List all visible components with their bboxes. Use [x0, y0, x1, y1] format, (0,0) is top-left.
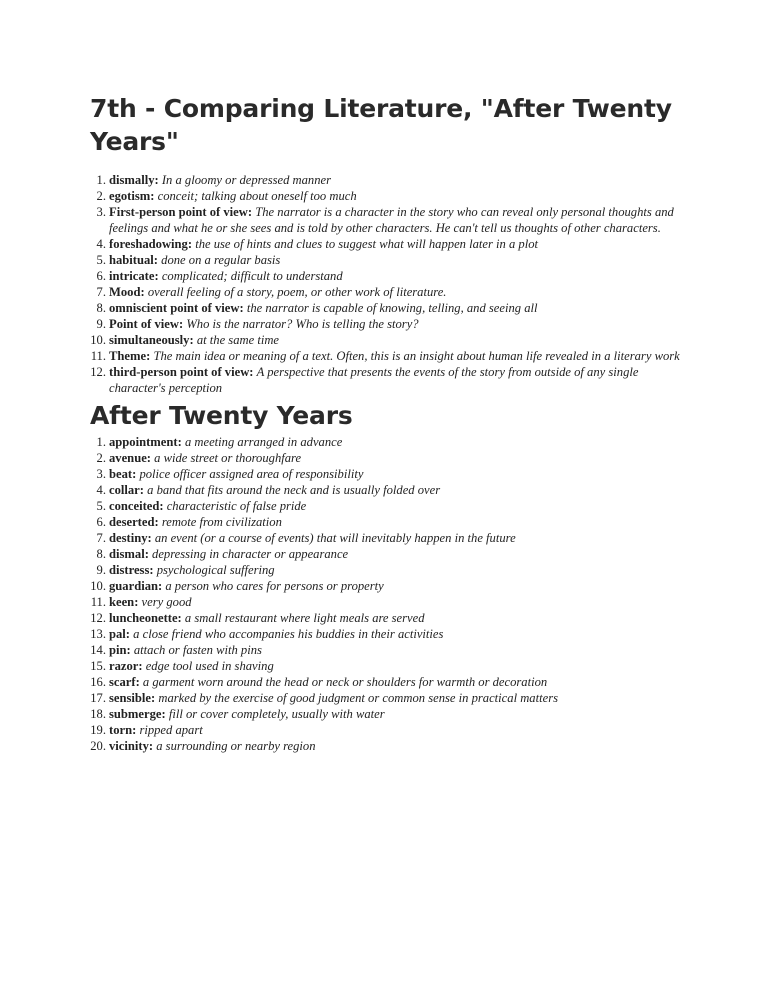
item-number: 2. — [96, 451, 106, 465]
list-item — [90, 172, 690, 188]
item-number: 2. — [96, 189, 106, 203]
definition: overall feeling of a story, poem, or other work of literature. — [147, 285, 447, 299]
list-item — [90, 316, 690, 332]
list-item — [90, 348, 690, 364]
term: distress: — [109, 563, 154, 577]
item-number: 3. — [96, 467, 106, 481]
list-item — [90, 546, 690, 562]
item-number: 10. — [90, 579, 106, 593]
item-number: 4. — [96, 237, 106, 251]
definition: at the same time — [196, 333, 280, 347]
document-page — [90, 92, 690, 754]
definition: edge tool used in shaving — [145, 659, 274, 673]
term: avenue: — [109, 451, 151, 465]
list-item — [90, 268, 690, 284]
term: destiny: — [109, 531, 152, 545]
list-item — [90, 498, 690, 514]
item-number: 9. — [96, 563, 106, 577]
item-number: 11. — [90, 349, 106, 363]
definition: psychological suffering — [156, 563, 275, 577]
definition: A perspective that presents the events of the story from outside of any single character's perception — [109, 365, 639, 395]
definition: depressing in character or appearance — [152, 547, 349, 561]
item-number: 1. — [96, 435, 106, 449]
term: scarf: — [109, 675, 140, 689]
definition: ripped apart — [139, 723, 203, 737]
item-number: 7. — [96, 531, 106, 545]
term: foreshadowing: — [109, 237, 193, 251]
list-item — [90, 466, 690, 482]
item-number: 15. — [90, 659, 106, 673]
definition: a meeting arranged in advance — [184, 435, 343, 449]
list-item — [90, 690, 690, 706]
definition: police officer assigned area of responsibility — [139, 467, 364, 481]
list-item — [90, 204, 690, 236]
definition: complicated; difficult to understand — [161, 269, 343, 283]
item-number: 6. — [96, 269, 106, 283]
term: simultaneously: — [109, 333, 194, 347]
definition: fill or cover completely, usually with water — [168, 707, 385, 721]
definition: conceit; talking about oneself too much — [157, 189, 357, 203]
definition: the narrator is capable of knowing, telling, and seeing all — [246, 301, 538, 315]
list-item — [90, 188, 690, 204]
term: submerge: — [109, 707, 166, 721]
term: keen: — [109, 595, 139, 609]
term: vicinity: — [109, 739, 154, 753]
term: sensible: — [109, 691, 156, 705]
term: dismal: — [109, 547, 149, 561]
list-item — [90, 626, 690, 642]
definition: a small restaurant where light meals are served — [184, 611, 425, 625]
list-item — [90, 658, 690, 674]
term: pin: — [109, 643, 131, 657]
term: First-person point of view: — [109, 205, 253, 219]
list-item — [90, 562, 690, 578]
term: dismally: — [109, 173, 159, 187]
item-number: 19. — [90, 723, 106, 737]
term: beat: — [109, 467, 137, 481]
list-item — [90, 610, 690, 626]
list-item — [90, 738, 690, 754]
definition: attach or fasten with pins — [133, 643, 262, 657]
term: omniscient point of view: — [109, 301, 244, 315]
term: Mood: — [109, 285, 145, 299]
vocabulary-list — [90, 434, 690, 754]
item-number: 7. — [96, 285, 106, 299]
literary-terms-list — [90, 172, 690, 396]
list-item — [90, 450, 690, 466]
term: guardian: — [109, 579, 163, 593]
list-item — [90, 578, 690, 594]
definition: In a gloomy or depressed manner — [161, 173, 332, 187]
list-item — [90, 284, 690, 300]
definition: a person who cares for persons or property — [165, 579, 384, 593]
item-number: 20. — [90, 739, 106, 753]
item-number: 4. — [96, 483, 106, 497]
list-item — [90, 594, 690, 610]
definition: characteristic of false pride — [166, 499, 307, 513]
definition: a band that fits around the neck and is usually folded over — [147, 483, 441, 497]
term: Theme: — [109, 349, 151, 363]
term: egotism: — [109, 189, 155, 203]
item-number: 6. — [96, 515, 106, 529]
item-number: 9. — [96, 317, 106, 331]
definition: a surrounding or nearby region — [156, 739, 316, 753]
list-item — [90, 722, 690, 738]
list-item — [90, 434, 690, 450]
item-number: 5. — [96, 253, 106, 267]
document-title: 7th - Comparing Literature, "After Twenty Years" — [90, 94, 672, 156]
term: pal: — [109, 627, 130, 641]
list-item — [90, 642, 690, 658]
term: razor: — [109, 659, 143, 673]
definition: Who is the narrator? Who is telling the story? — [186, 317, 419, 331]
list-item — [90, 482, 690, 498]
definition: a wide street or thoroughfare — [154, 451, 302, 465]
section-title: After Twenty Years — [90, 401, 353, 430]
list-item — [90, 332, 690, 348]
list-item — [90, 236, 690, 252]
list-item — [90, 300, 690, 316]
definition: marked by the exercise of good judgment or common sense in practical matters — [158, 691, 558, 705]
definition: remote from civilization — [161, 515, 282, 529]
definition: a close friend who accompanies his buddies in their activities — [133, 627, 444, 641]
definition: an event (or a course of events) that will inevitably happen in the future — [154, 531, 516, 545]
term: Point of view: — [109, 317, 184, 331]
item-number: 17. — [90, 691, 106, 705]
item-number: 5. — [96, 499, 106, 513]
item-number: 16. — [90, 675, 106, 689]
list-item — [90, 252, 690, 268]
term: collar: — [109, 483, 144, 497]
definition: done on a regular basis — [161, 253, 281, 267]
item-number: 12. — [90, 365, 106, 379]
term: habitual: — [109, 253, 158, 267]
item-number: 3. — [96, 205, 106, 219]
list-item — [90, 514, 690, 530]
list-item — [90, 364, 690, 396]
term: torn: — [109, 723, 137, 737]
item-number: 13. — [90, 627, 106, 641]
item-number: 10. — [90, 333, 106, 347]
term: deserted: — [109, 515, 159, 529]
list-item — [90, 530, 690, 546]
list-item — [90, 674, 690, 690]
item-number: 11. — [90, 595, 106, 609]
item-number: 1. — [96, 173, 106, 187]
definition: The main idea or meaning of a text. Often, this is an insight about human life revealed in a literary work — [153, 349, 680, 363]
term: third-person point of view: — [109, 365, 254, 379]
term: appointment: — [109, 435, 182, 449]
definition: The narrator is a character in the story who can reveal only personal thoughts and feelings and what he or she sees and is told by other characters. He can't tell us thoughts of other characters. — [109, 205, 674, 235]
definition: a garment worn around the head or neck or shoulders for warmth or decoration — [142, 675, 548, 689]
item-number: 18. — [90, 707, 106, 721]
term: luncheonette: — [109, 611, 182, 625]
term: intricate: — [109, 269, 159, 283]
item-number: 8. — [96, 301, 106, 315]
definition: very good — [141, 595, 192, 609]
list-item — [90, 706, 690, 722]
term: conceited: — [109, 499, 164, 513]
definition: the use of hints and clues to suggest what will happen later in a plot — [195, 237, 539, 251]
item-number: 14. — [90, 643, 106, 657]
item-number: 8. — [96, 547, 106, 561]
item-number: 12. — [90, 611, 106, 625]
